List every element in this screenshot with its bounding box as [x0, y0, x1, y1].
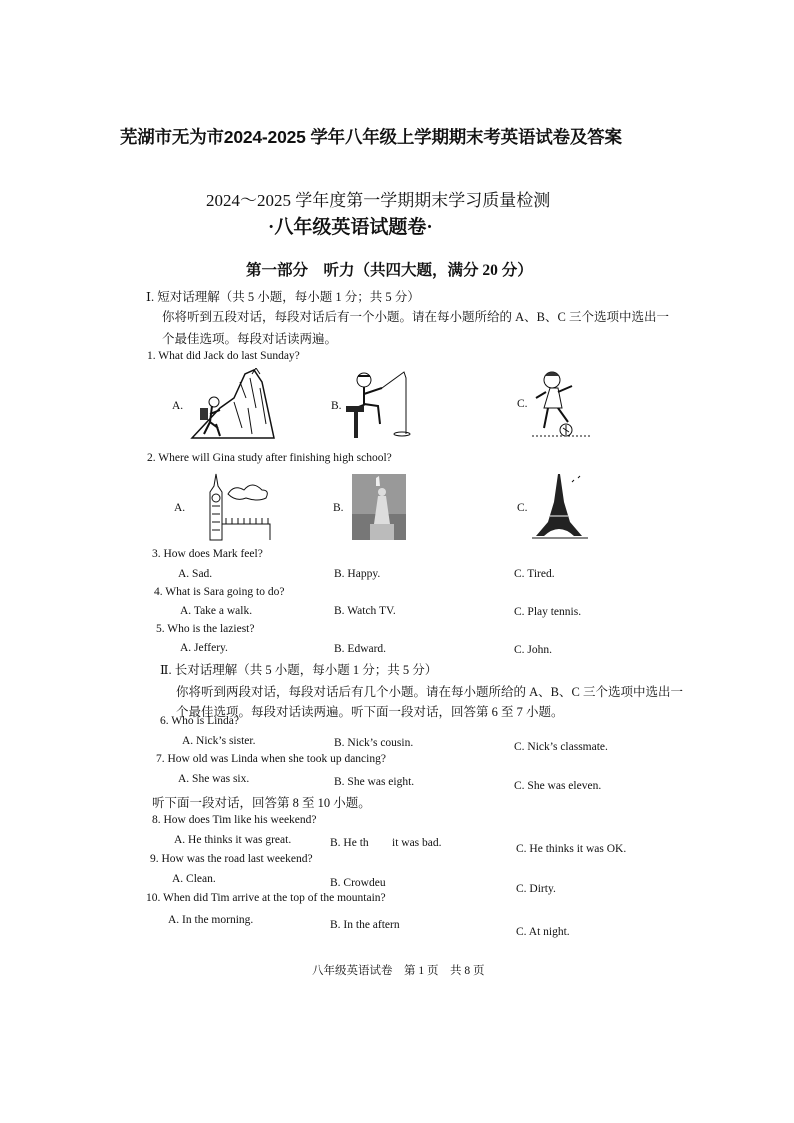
- question-2: 2. Where will Gina study after finishing high school?: [147, 452, 392, 464]
- q1-option-c-label: C.: [517, 398, 528, 410]
- q1-option-a-label: A.: [172, 400, 184, 412]
- q7-option-c: C. She was eleven.: [514, 780, 602, 792]
- q3-option-b: B. Happy.: [334, 568, 381, 580]
- section1-instructions-2: 个最佳选项。每段对话读两遍。: [162, 332, 338, 346]
- q1-option-b-label: B.: [331, 400, 342, 412]
- q6-option-b: B. Nick’s cousin.: [334, 737, 414, 749]
- mountain-climbing-icon: [190, 368, 276, 440]
- q6-option-a: A. Nick’s sister.: [182, 735, 256, 747]
- section1-instructions-1: 你将听到五段对话，每段对话后有一个小题。请在每小题所给的 A、B、C 三个选项中选出一: [162, 310, 669, 324]
- question-3: 3. How does Mark feel?: [152, 548, 263, 560]
- q7-option-a: A. She was six.: [178, 773, 250, 785]
- playing-soccer-icon: [528, 368, 594, 440]
- exam-title: 2024～2025 学年度第一学期期末学习质量检测: [206, 191, 551, 210]
- statue-of-liberty-icon: [352, 474, 406, 540]
- q4-option-b: B. Watch TV.: [334, 605, 396, 617]
- exam-subtitle: ·八年级英语试题卷·: [268, 217, 433, 238]
- question-6: 6. Who is Linda?: [160, 715, 239, 727]
- question-5: 5. Who is the laziest?: [156, 623, 255, 635]
- question-9: 9. How was the road last weekend?: [150, 853, 313, 865]
- section2-instructions-2: 个最佳选项。每段对话读两遍。听下面一段对话，回答第 6 至 7 小题。: [176, 705, 564, 719]
- q5-option-b: B. Edward.: [334, 643, 387, 655]
- section1-heading: Ⅰ. 短对话理解（共 5 小题，每小题 1 分；共 5 分）: [146, 290, 420, 304]
- q8-option-c: C. He thinks it was OK.: [516, 843, 627, 855]
- big-ben-icon: [200, 472, 272, 542]
- q8-option-b-tail: it was bad.: [392, 837, 442, 849]
- q8-option-a: A. He thinks it was great.: [174, 834, 292, 846]
- page-footer: 八年级英语试卷 第 1 页 共 8 页: [312, 965, 485, 977]
- q3-option-a: A. Sad.: [178, 568, 213, 580]
- q9-option-c: C. Dirty.: [516, 883, 556, 895]
- part-heading: 第一部分 听力（共四大题，满分 20 分）: [246, 262, 533, 279]
- document-title: 芜湖市无为市2024-2025 学年八年级上学期期末考英语试卷及答案: [120, 127, 622, 147]
- q8-option-b: B. He th: [330, 837, 369, 849]
- q9-option-b: B. Crowdeu: [330, 877, 386, 889]
- q2-option-b-label: B.: [333, 502, 344, 514]
- q3-option-c: C. Tired.: [514, 568, 555, 580]
- q2-option-a-label: A.: [174, 502, 186, 514]
- q10-option-a: A. In the morning.: [168, 914, 254, 926]
- q10-option-c: C. At night.: [516, 926, 570, 938]
- question-8: 8. How does Tim like his weekend?: [152, 814, 317, 826]
- q5-option-a: A. Jeffery.: [180, 642, 228, 654]
- q6-option-c: C. Nick’s classmate.: [514, 741, 608, 753]
- section2-heading: Ⅱ. 长对话理解（共 5 小题，每小题 1 分；共 5 分）: [160, 663, 438, 677]
- q7-option-b: B. She was eight.: [334, 776, 415, 788]
- q2-option-c-label: C.: [517, 502, 528, 514]
- question-1: 1. What did Jack do last Sunday?: [147, 350, 300, 362]
- fishing-icon: [342, 368, 418, 440]
- question-4: 4. What is Sara going to do?: [154, 586, 285, 598]
- q4-option-a: A. Take a walk.: [180, 605, 253, 617]
- question-7: 7. How old was Linda when she took up dancing?: [156, 753, 386, 765]
- q4-option-c: C. Play tennis.: [514, 606, 582, 618]
- eiffel-tower-icon: [528, 472, 590, 542]
- question-10: 10. When did Tim arrive at the top of the mountain?: [146, 892, 386, 904]
- q10-option-b: B. In the aftern: [330, 919, 400, 931]
- q9-option-a: A. Clean.: [172, 873, 216, 885]
- q5-option-c: C. John.: [514, 644, 553, 656]
- section2-instructions-mid: 听下面一段对话，回答第 8 至 10 小题。: [152, 796, 371, 810]
- section2-instructions-1: 你将听到两段对话，每段对话后有几个小题。请在每小题所给的 A、B、C 三个选项中选出一: [176, 685, 683, 699]
